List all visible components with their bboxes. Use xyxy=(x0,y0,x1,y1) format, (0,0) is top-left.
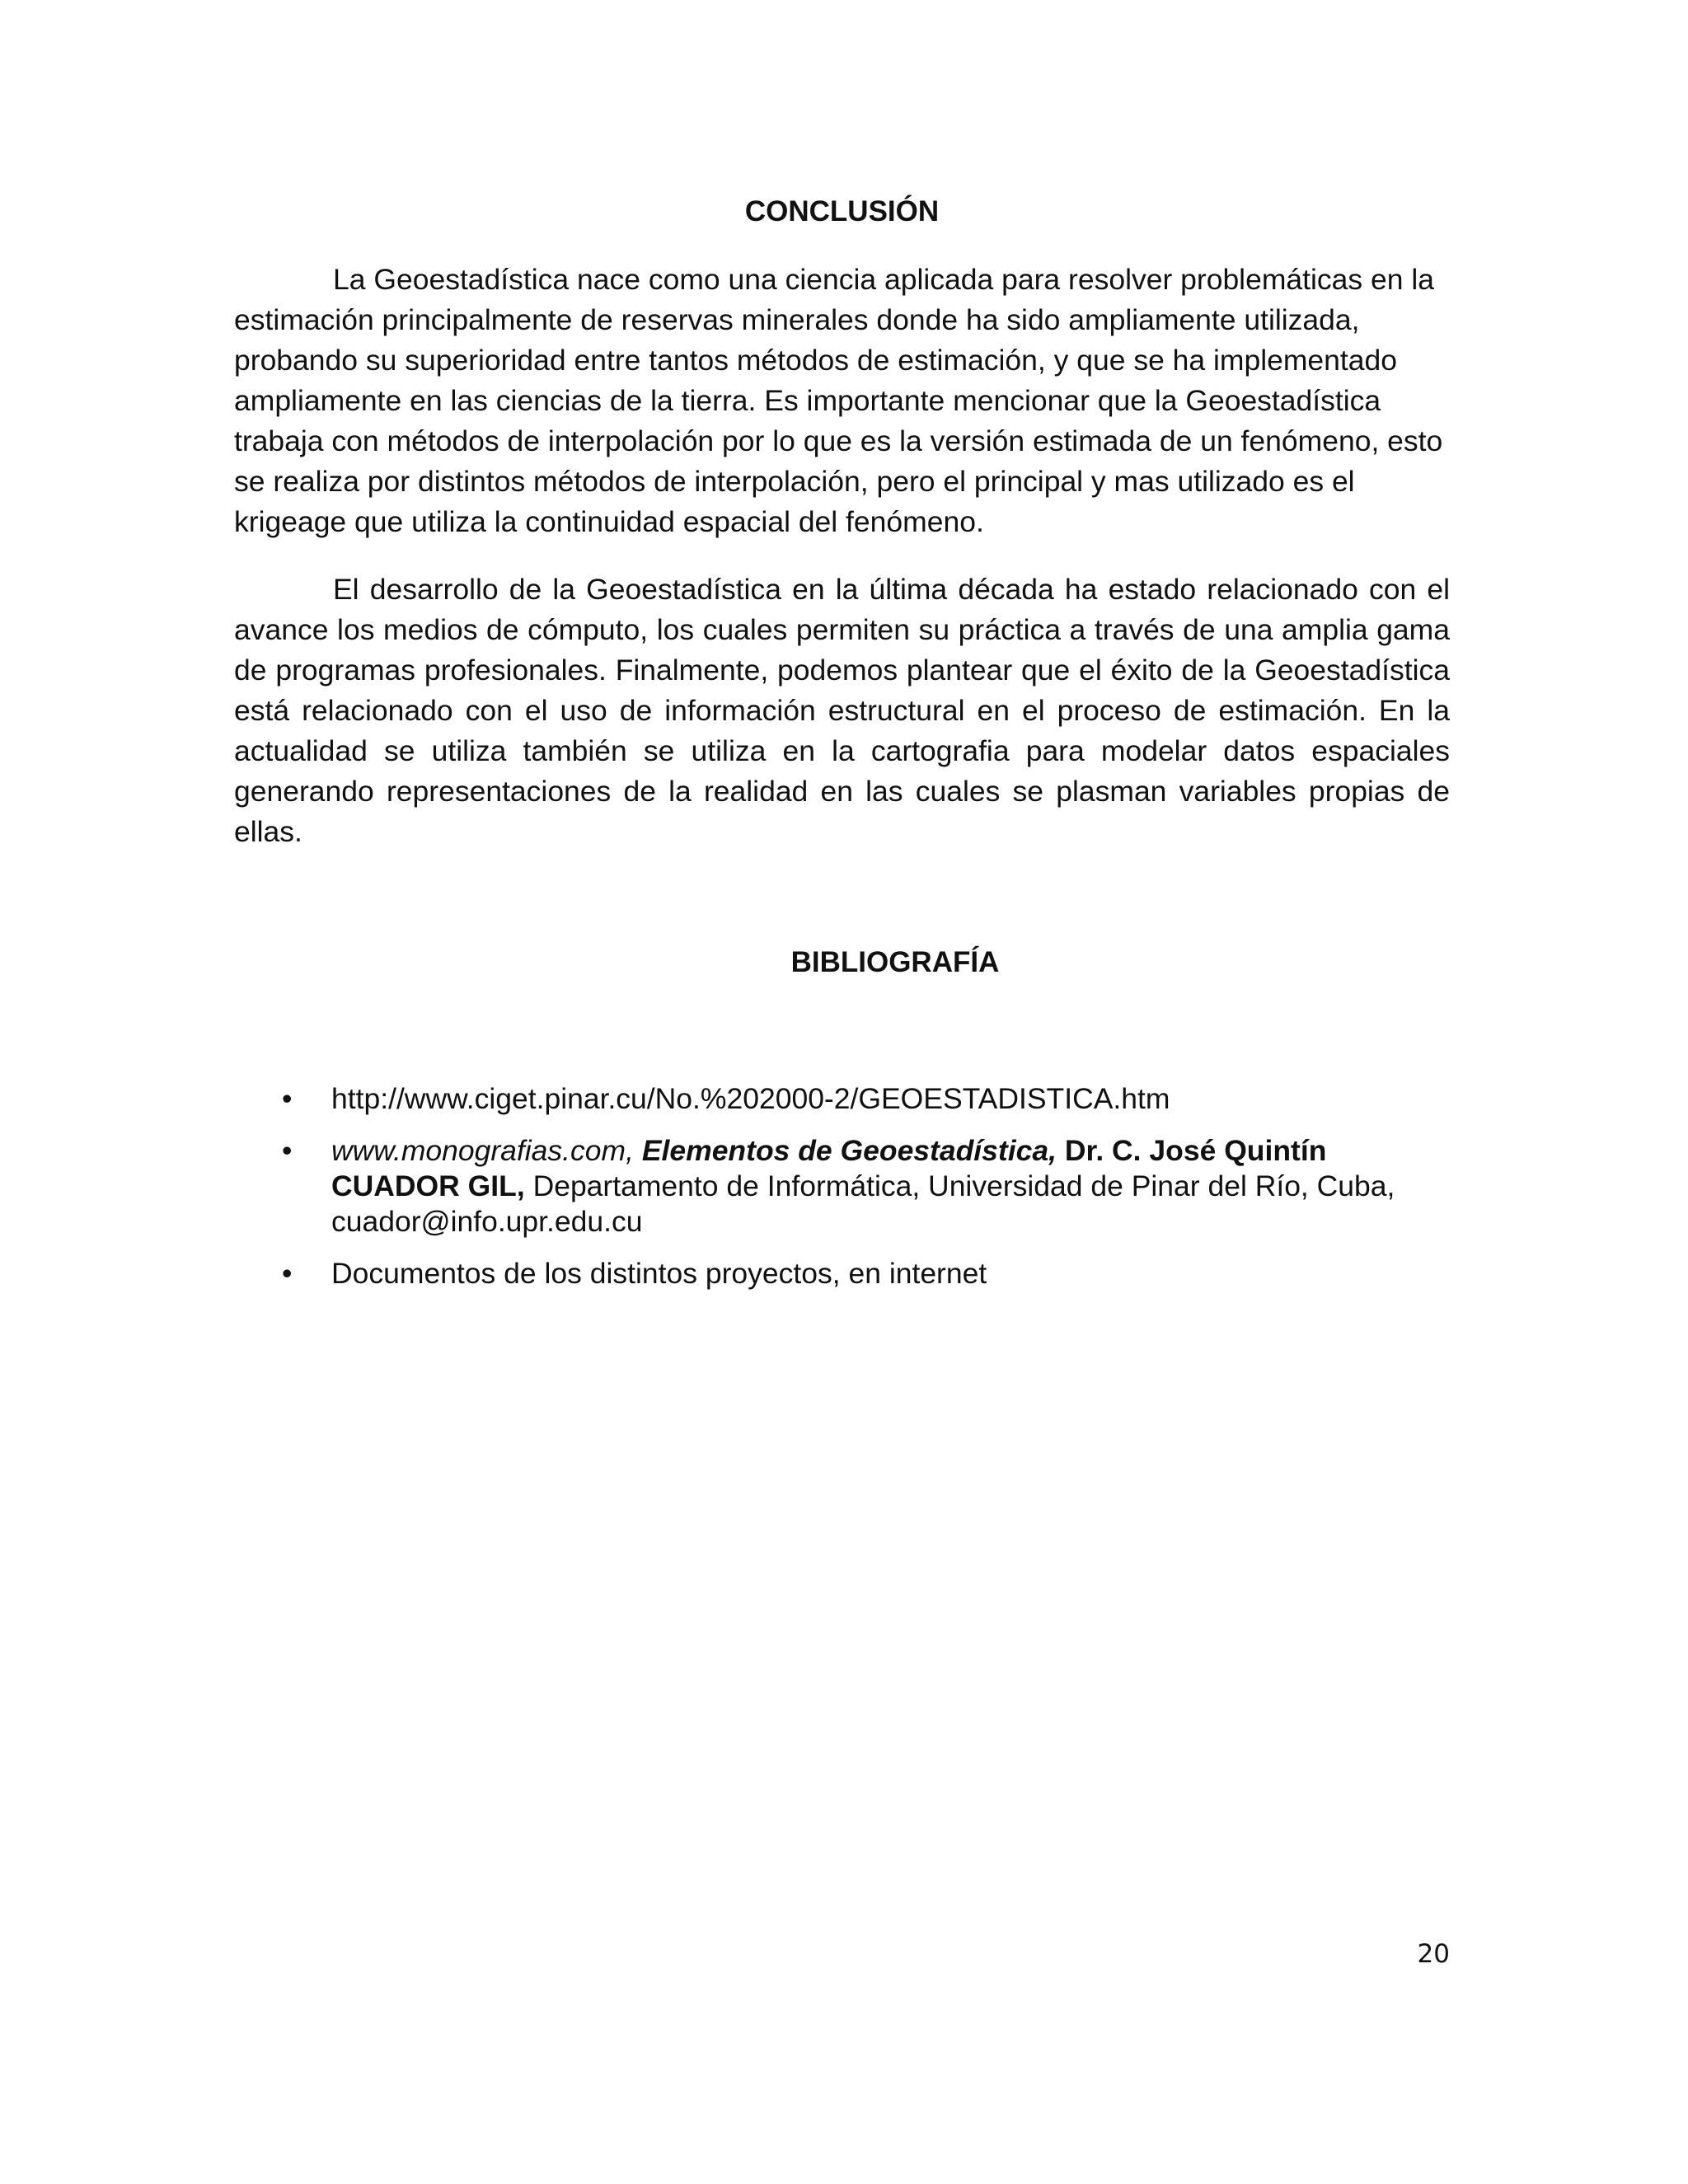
bibliography-item-1-text: http://www.ciget.pinar.cu/No.%202000-2/GEOESTADISTICA.htm xyxy=(331,1082,1170,1115)
conclusion-paragraph-1: La Geoestadística nace como una ciencia aplicada para resolver problemáticas en la estimación principalmente de reservas minerales donde ha sido ampliamente utilizada, probando su superioridad entre tantos métodos de estimación, y que se ha implementado ampliamente en las ciencias de la tierra. Es importante mencionar que la Geoestadística trabaja con métodos de interpolación por lo que es la versión estimada de un fenómeno, esto se realiza por distintos métodos de interpolación, pero el principal y mas utilizado es el krigeage que utiliza la continuidad espacial del fenómeno. xyxy=(234,263,1443,538)
bibliography-item-2-title: Elementos de Geoestadística, xyxy=(641,1134,1057,1167)
bibliography-item-1 xyxy=(234,1081,1450,1117)
bullet-icon: • xyxy=(282,1134,293,1167)
bibliography-item-2-site: www.monografias.com, xyxy=(331,1134,634,1167)
bullet-icon: • xyxy=(282,1082,293,1115)
bullet-icon: • xyxy=(282,1257,293,1290)
bibliography-item-3 xyxy=(234,1256,1450,1291)
bibliography-item-2 xyxy=(234,1133,1450,1240)
conclusion-heading: CONCLUSIÓN xyxy=(744,195,940,227)
bibliography-item-2-author: Dr. C. José Quintín CUADOR GIL, xyxy=(331,1134,1327,1202)
bibliography-item-2-affiliation: Departamento de Informática, Universidad de Pinar del Río, Cuba, cuador@info.upr.edu.cu xyxy=(331,1169,1395,1238)
page-number: 20 xyxy=(1417,1939,1450,1969)
bibliography-list xyxy=(234,1081,1450,1308)
conclusion-paragraph-2: El desarrollo de la Geoestadística en la última década ha estado relacionado con el avance los medios de cómputo, los cuales permiten su práctica a través de una amplia gama de programas profesionales. Finalmente, podemos plantear que el éxito de la Geoestadística está relacionado con el uso de información estructural en el proceso de estimación. En la actualidad se utiliza también se utiliza en la cartografia para modelar datos espaciales generando representaciones de la realidad en las cuales se plasman variables propias de ellas. xyxy=(234,573,1450,848)
bibliography-heading: BIBLIOGRAFÍA xyxy=(790,946,1000,978)
bibliography-item-3-text: Documentos de los distintos proyectos, en internet xyxy=(331,1257,987,1290)
